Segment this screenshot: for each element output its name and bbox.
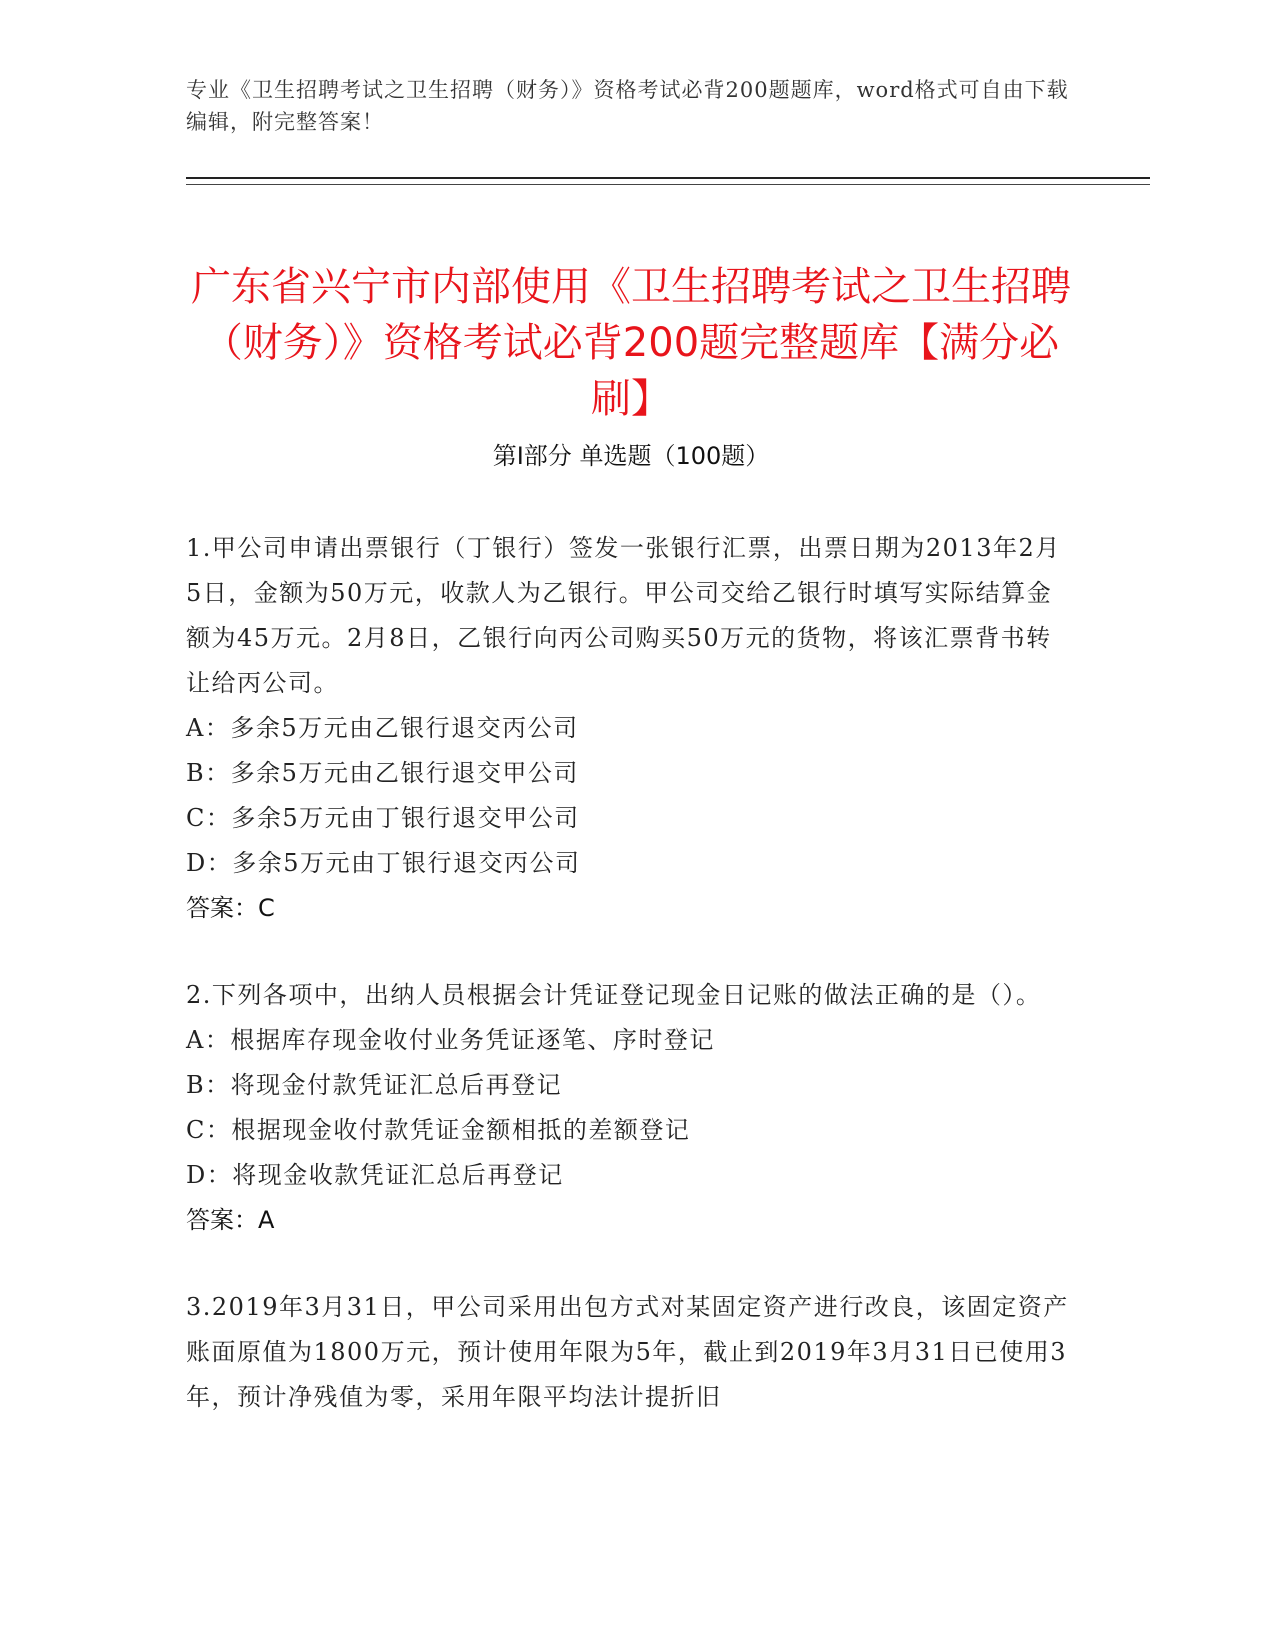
- question-2: [186, 973, 1076, 1243]
- option-b: B：多余5万元由乙银行退交甲公司: [186, 759, 579, 787]
- answer: 答案：A: [186, 1206, 275, 1234]
- question-stem: 1.甲公司申请出票银行（丁银行）签发一张银行汇票，出票日期为2013年2月5日，金额为50万元，收款人为乙银行。甲公司交给乙银行时填写实际结算金额为45万元。2月8日，乙银行向丙公司购买50万元的货物，将该汇票背书转让给丙公司。: [186, 534, 1061, 697]
- option-d: D：多余5万元由丁银行退交丙公司: [186, 849, 581, 877]
- option-a: A：根据库存现金收付业务凭证逐笔、序时登记: [186, 1026, 715, 1054]
- header-note: 专业《卫生招聘考试之卫生招聘（财务）》资格考试必背200题题库，word格式可自由下载编辑，附完整答案！: [186, 78, 1069, 134]
- header-rule-thick: [186, 177, 1150, 179]
- question-3: [186, 1285, 1076, 1420]
- question-stem: 2.下列各项中，出纳人员根据会计凭证登记现金日记账的做法正确的是（）。: [186, 981, 1042, 1009]
- document-title: 广东省兴宁市内部使用《卫生招聘考试之卫生招聘（财务）》资格考试必背200题完整题库【满分必刷】: [191, 263, 1071, 422]
- answer: 答案：C: [186, 894, 275, 922]
- option-c: C：多余5万元由丁银行退交甲公司: [186, 804, 580, 832]
- question-1: [186, 526, 1076, 931]
- section-heading: 第I部分 单选题（100题）: [492, 442, 770, 470]
- option-a: A：多余5万元由乙银行退交丙公司: [186, 714, 579, 742]
- option-b: B：将现金付款凭证汇总后再登记: [186, 1071, 563, 1099]
- header-rule-thin: [186, 184, 1150, 185]
- question-stem: 3.2019年3月31日，甲公司采用出包方式对某固定资产进行改良，该固定资产账面原值为1800万元，预计使用年限为5年，截止到2019年3月31日已使用3年，预计净残值为零，采用年限平均法计提折旧: [186, 1293, 1069, 1411]
- option-d: D：将现金收款凭证汇总后再登记: [186, 1161, 564, 1189]
- question-list: [186, 526, 1076, 1462]
- option-c: C：根据现金收付款凭证金额相抵的差额登记: [186, 1116, 691, 1144]
